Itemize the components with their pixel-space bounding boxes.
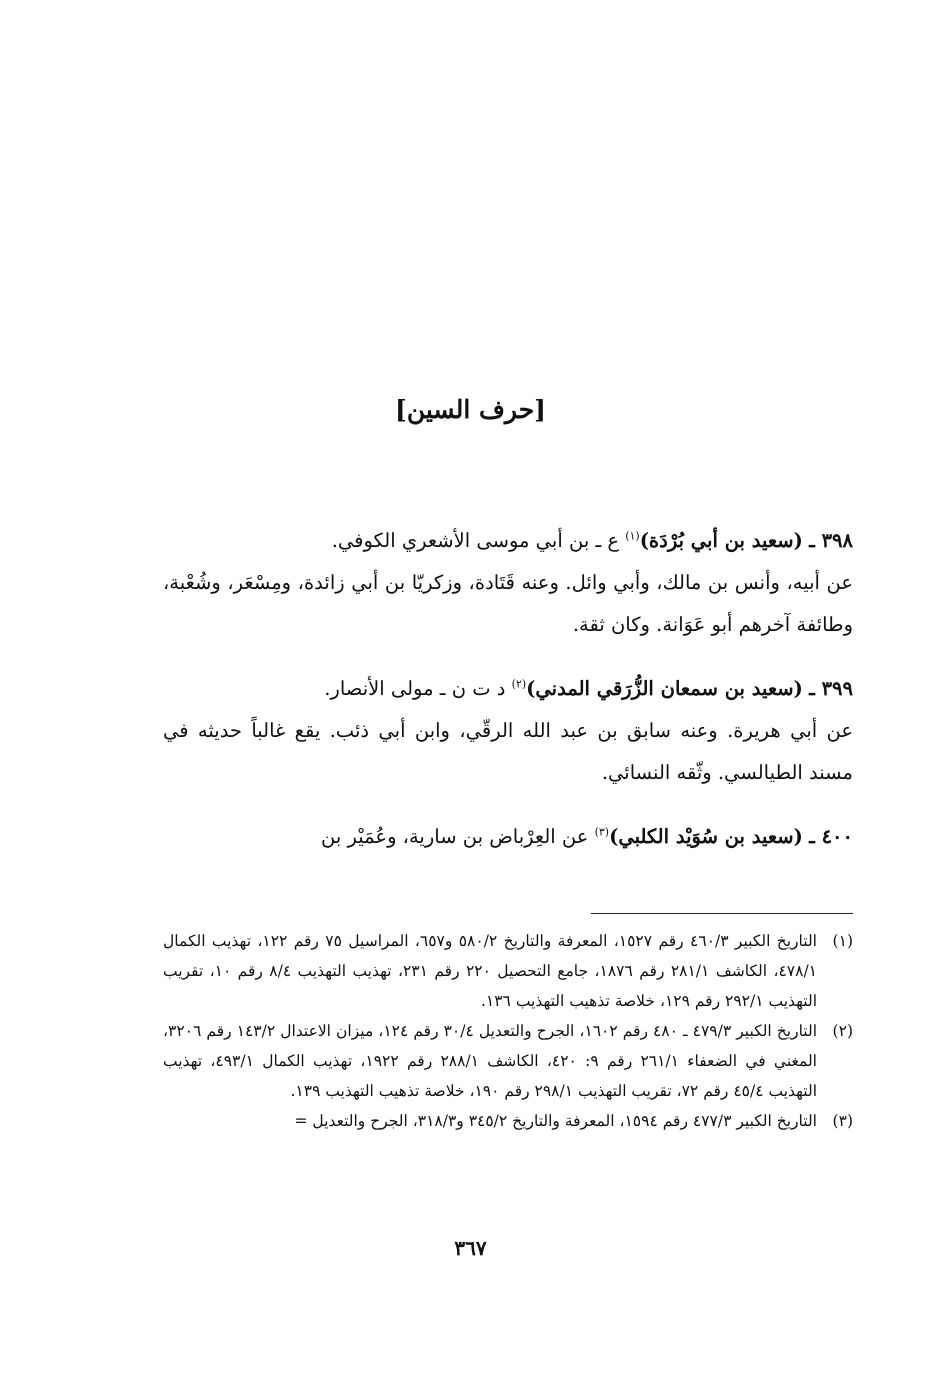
entry-body: عن أبيه، وأنس بن مالك، وأبي وائل. وعنه قَتَادة، وزكريّا بن أبي زائدة، ومِسْعَر، وشُعْبة، وطائفة آخرهم أبو عَوَانة. وكان ثقة. [163, 571, 853, 636]
footnote-number: (١) [832, 932, 853, 950]
footnote-ref: (٣) [594, 825, 610, 839]
entries-body [163, 520, 853, 858]
entry-number: ٣٩٨ ـ [809, 529, 853, 552]
footnote-text: التاريخ الكبير ٤٧٩/٣ ـ ٤٨٠ رقم ١٦٠٢، الجرح والتعديل ٣٠/٤ رقم ١٢٤، ميزان الاعتدال ١٤٣/٢ رقم ٣٢٠٦، المغني في الضعفاء ٢٦١/١ رقم ٩: ٤٢٠، الكاشف ٢٨٨/١ رقم ١٩٢٢، تهذيب الكمال ٤٩٣/١، تهذيب التهذيب ٤٥/٤ رقم ٧٢، تقريب التهذيب ٢٩٨/١ رقم ١٩٠، خلاصة تذهيب التهذيب ١٣٩. [163, 1022, 818, 1100]
entry-number: ٤٠٠ ـ [809, 825, 853, 848]
entry-399 [163, 668, 853, 794]
entry-400 [163, 816, 853, 858]
footnote-2 [163, 1016, 853, 1106]
entry-name: (سعيد بن أبي بُرْدَة) [639, 529, 803, 552]
footnote-number: (٢) [832, 1022, 853, 1040]
footnote-separator [591, 913, 853, 914]
footnote-number: (٣) [832, 1112, 853, 1130]
entry-attribution: د ت ن ـ مولى الأنصار. [324, 677, 512, 700]
entry-number: ٣٩٩ ـ [809, 677, 853, 700]
page-number: ٣٦٧ [454, 1236, 487, 1260]
footnote-text: التاريخ الكبير ٤٧٧/٣ رقم ١٥٩٤، المعرفة والتاريخ ٣٤٥/٢ و٣١٨/٣، الجرح والتعديل = [294, 1112, 817, 1130]
entry-attribution: عن العِرْباض بن سارية، وعُمَيْر بن [321, 825, 595, 848]
footnote-1 [163, 926, 853, 1016]
footnote-text: التاريخ الكبير ٤٦٠/٣ رقم ١٥٢٧، المعرفة والتاريخ ٥٨٠/٢ و٦٥٧، المراسيل ٧٥ رقم ١٢٢، تهذيب الكمال ٤٧٨/١، الكاشف ٢٨١/١ رقم ١٨٧٦، جامع التحصيل ٢٢٠ رقم ٢٣١، تهذيب التهذيب ٨/٤ رقم ١٠، تقريب التهذيب ٢٩٢/١ رقم ١٢٩، خلاصة تذهيب التهذيب ١٣٦. [163, 932, 817, 1010]
entry-attribution: ع ـ بن أبي موسى الأشعري الكوفي. [331, 529, 626, 552]
entry-name: (سعيد بن سُوَيْد الكلبي) [609, 825, 803, 848]
entry-398 [163, 520, 853, 646]
footnote-3 [163, 1106, 853, 1136]
entry-body: عن أبي هريرة. وعنه سابق بن عبد الله الرقّي، وابن أبي ذئب. يقع غالباً حديثه في مسند الطيالسي. وثّقه النسائي. [163, 719, 853, 784]
section-title: [حرف السين] [395, 395, 546, 424]
entry-name: (سعيد بن سمعان الزُّرَقي المدني) [526, 677, 803, 700]
footnote-ref: (١) [625, 529, 640, 543]
footnotes [163, 926, 853, 1136]
footnote-ref: (٢) [511, 677, 527, 691]
